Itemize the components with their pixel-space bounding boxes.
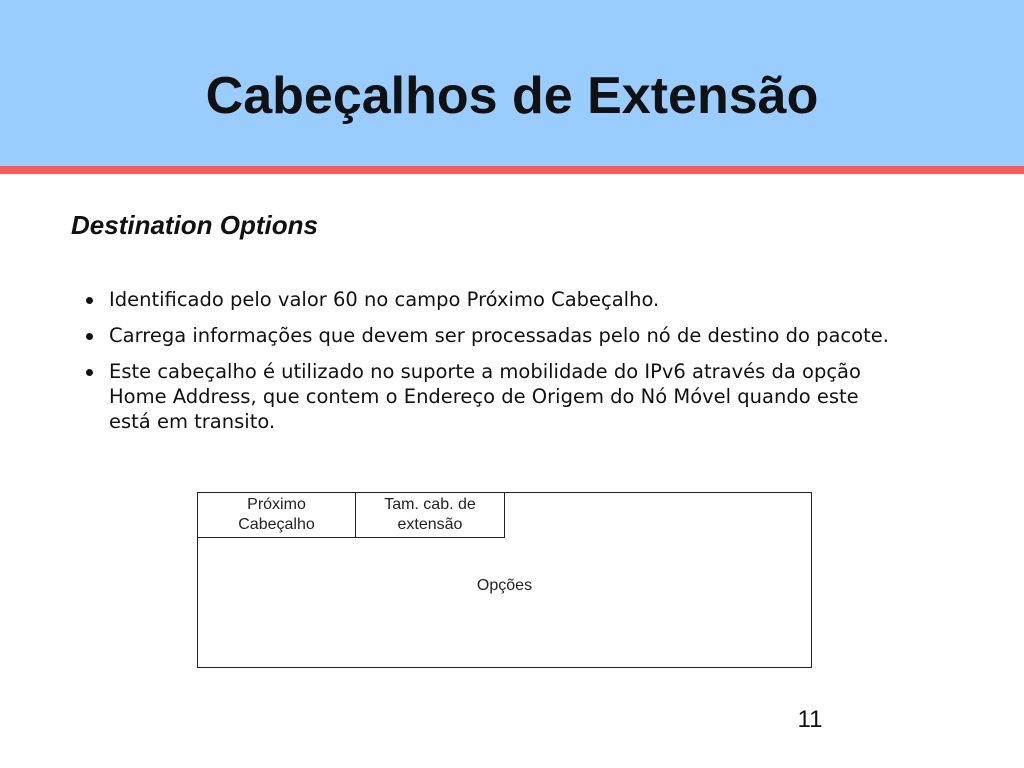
bullet-dot-icon: [86, 333, 93, 340]
next-header-field: [198, 493, 356, 538]
ext-length-label-line1: Tam. cab. de: [384, 496, 476, 513]
section-subtitle: Destination Options: [71, 210, 318, 240]
options-label: Opções: [476, 577, 533, 594]
header-format-diagram: [197, 492, 812, 668]
bullet-dot-icon: [86, 297, 93, 304]
bullet-item: [86, 359, 906, 434]
slide-title: Cabeçalhos de Extensão: [205, 67, 819, 125]
next-header-label-line2: Cabeçalho: [238, 516, 315, 533]
bullet-text: Carrega informações que devem ser processadas pelo nó de destino do pacote.: [109, 324, 889, 347]
page-number: 11: [797, 706, 823, 733]
title-banner: [0, 0, 1024, 166]
ext-length-field: [356, 493, 505, 538]
bullet-list: [86, 287, 906, 445]
title-divider: [0, 166, 1024, 174]
next-header-label-line1: Próximo: [247, 496, 306, 513]
bullet-text: Identificado pelo valor 60 no campo Próximo Cabeçalho.: [109, 288, 660, 311]
bullet-item: [86, 287, 906, 312]
options-field: [198, 538, 811, 634]
bullet-item: [86, 323, 906, 348]
bullet-dot-icon: [86, 369, 93, 376]
bullet-text: Este cabeçalho é utilizado no suporte a mobilidade do IPv6 através da opção Home Address, que contem o Endereço de Origem do Nó Móvel quando este está em transito.: [109, 360, 861, 433]
ext-length-label-line2: extensão: [397, 516, 463, 533]
